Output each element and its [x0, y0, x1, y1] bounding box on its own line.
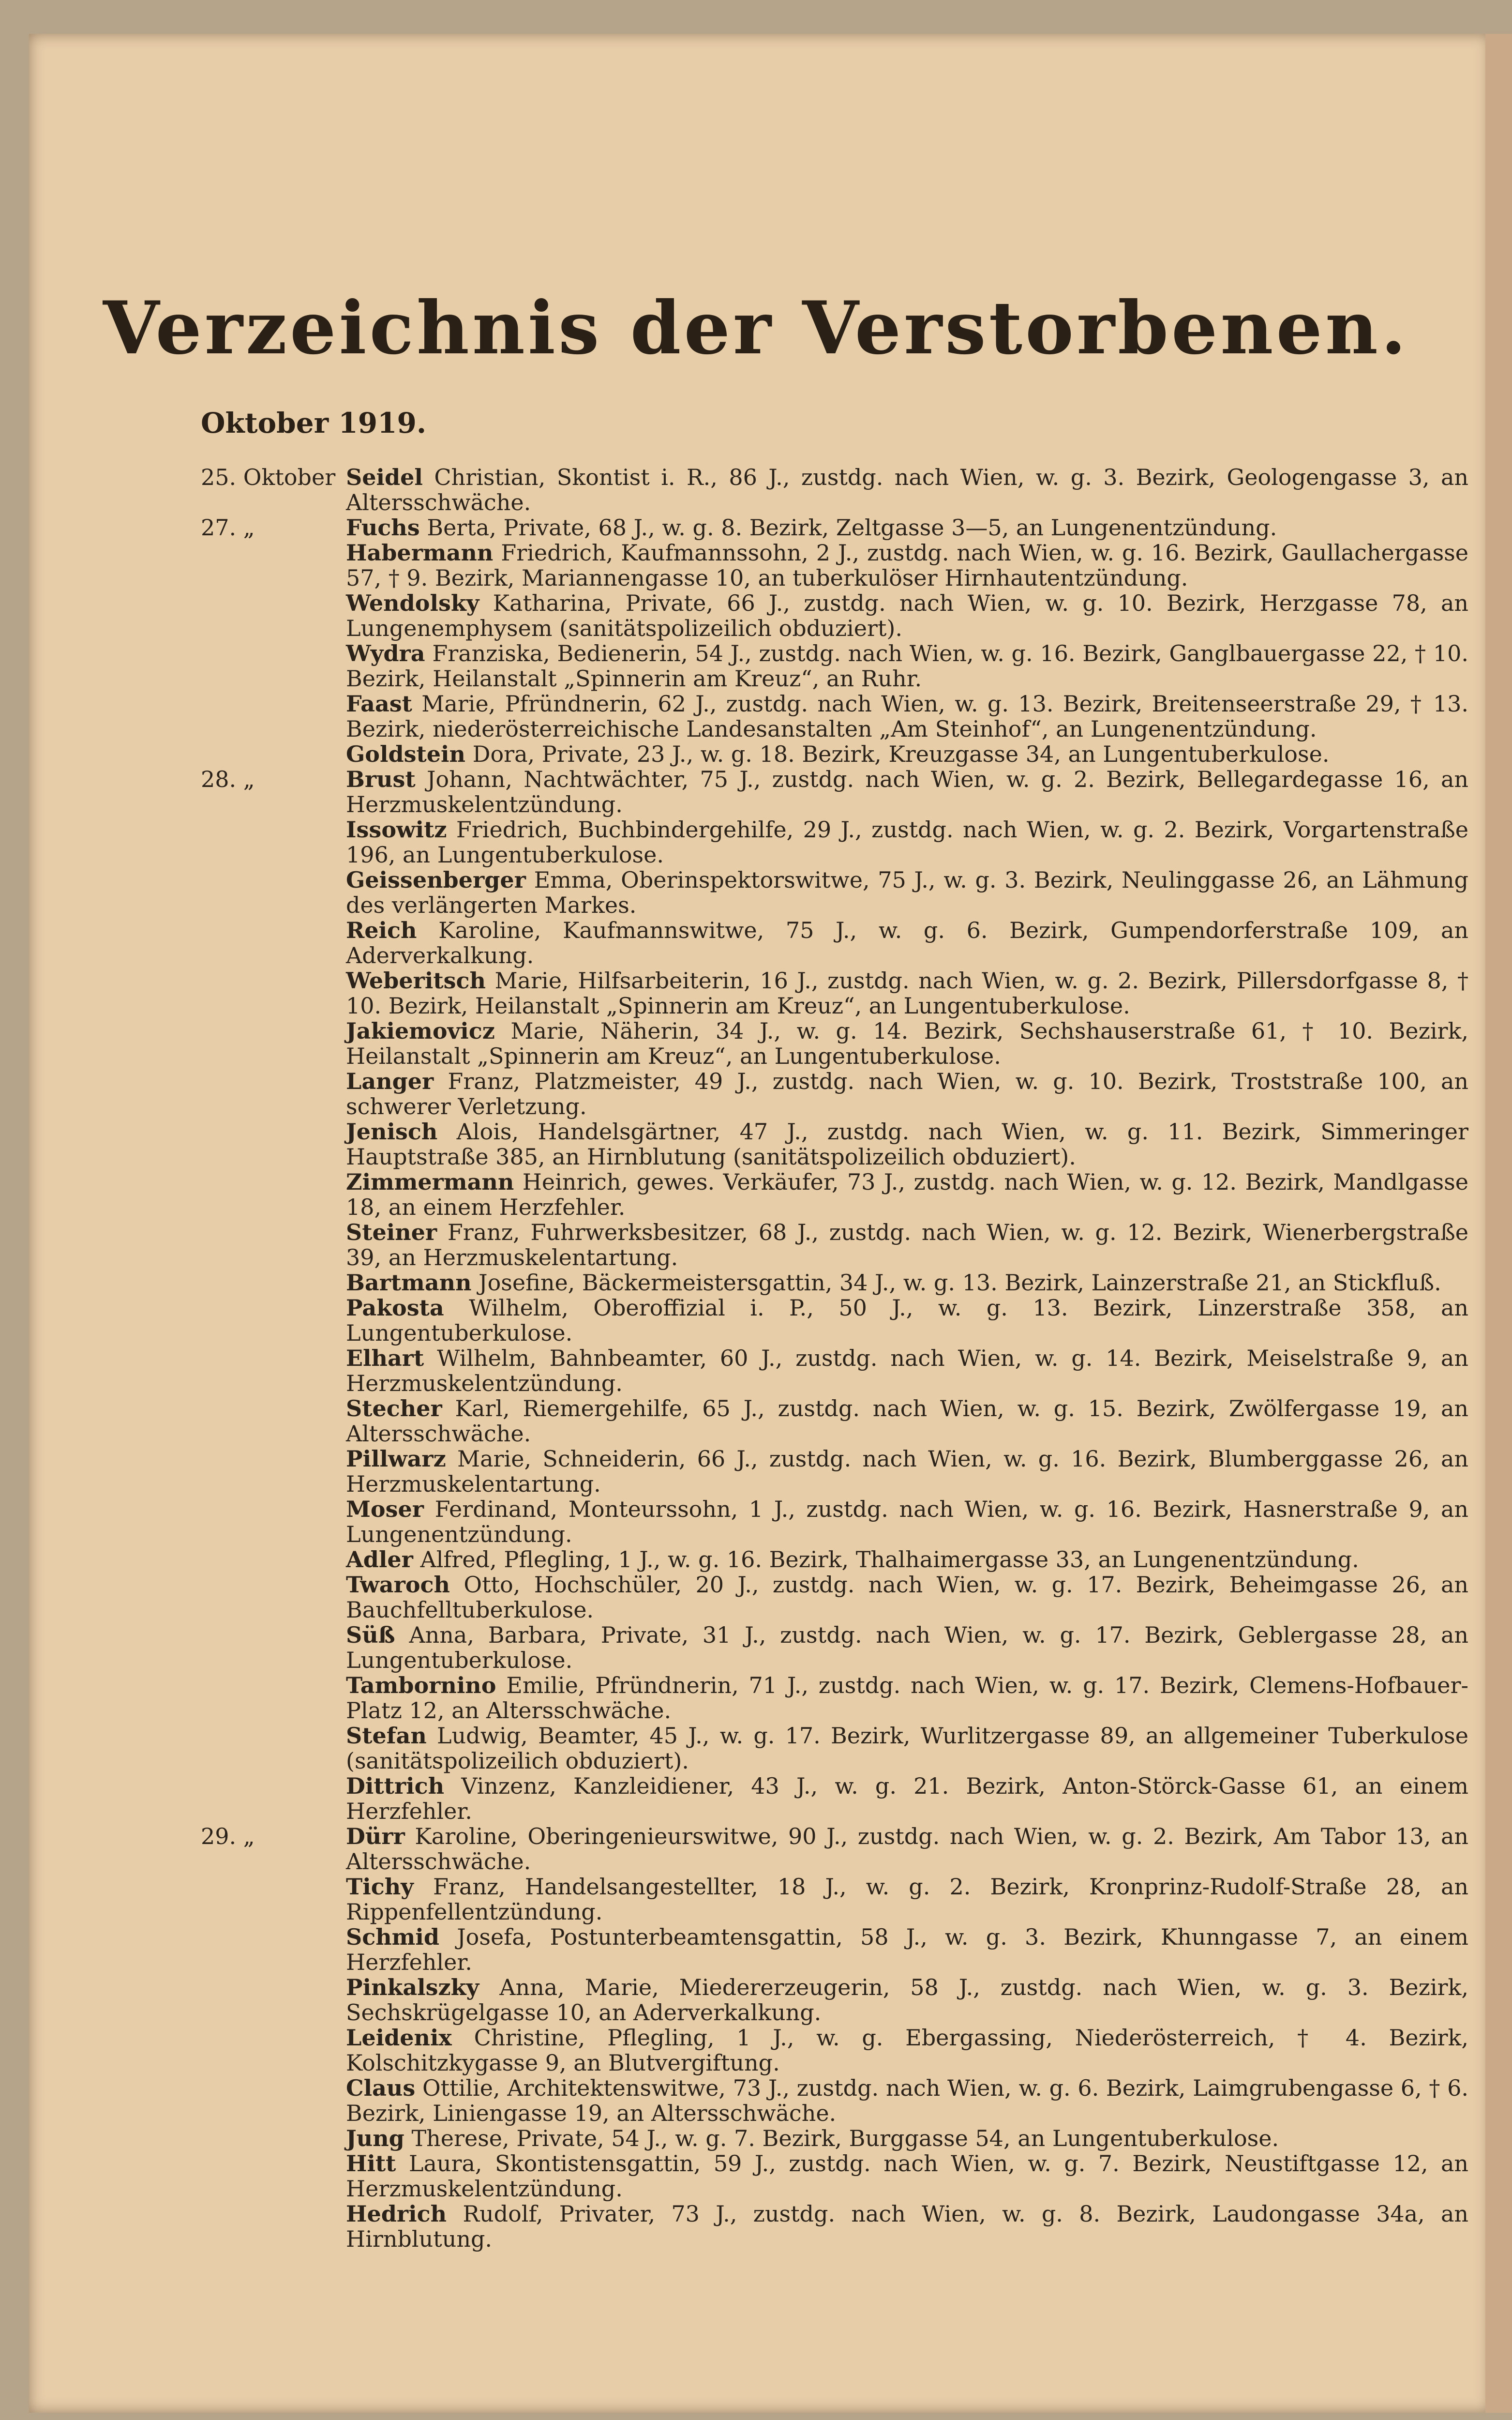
entry-details: Franz, Fuhrwerksbesitzer, 68 J., zustdg. nach Wien, w. g. 12. Bezirk, Wienerbergstraße 39, an Herzmuskelentartung. [346, 1219, 1469, 1270]
list-item [201, 741, 1468, 767]
entry-text [346, 1723, 1468, 1773]
entry-text [346, 1547, 1468, 1572]
entry-surname: Steiner [346, 1219, 437, 1245]
next-page-edge [1485, 34, 1512, 2413]
entry-surname: Hitt [346, 2150, 396, 2177]
entry-surname: Süß [346, 1622, 395, 1648]
entry-details: Friedrich, Kaufmannssohn, 2 J., zustdg. nach Wien, w. g. 16. Bezirk, Gaullachergasse 57, † 9. Bezirk, Mariannengasse 10, an tuberkulöser Hirnhautentzündung. [346, 540, 1469, 591]
entry-text [346, 2151, 1468, 2201]
list-item [201, 2151, 1468, 2201]
entry-text [346, 691, 1468, 741]
entry-details: Heinrich, gewes. Verkäufer, 73 J., zustdg. nach Wien, w. g. 12. Bezirk, Mandlgasse 18, an einem Herzfehler. [346, 1169, 1468, 1220]
entry-text [346, 1069, 1468, 1119]
entry-details: Laura, Skontistensgattin, 59 J., zustdg. nach Wien, w. g. 7. Bezirk, Neustiftgasse 12, an Herzmuskelentzündung. [346, 2150, 1469, 2202]
list-item [201, 767, 1468, 817]
entry-text [346, 1220, 1468, 1270]
entry-details: Friedrich, Buchbindergehilfe, 29 J., zustdg. nach Wien, w. g. 2. Bezirk, Vorgartenstraße 196, an Lungentuberkulose. [346, 817, 1468, 868]
entry-text [346, 1169, 1468, 1220]
entry-surname: Goldstein [346, 741, 465, 767]
entry-text [346, 2126, 1468, 2151]
entry-details: Rudolf, Privater, 73 J., zustdg. nach Wien, w. g. 8. Bezirk, Laudongasse 34a, an Hirnblutung. [346, 2201, 1468, 2252]
entry-surname: Habermann [346, 540, 494, 566]
month-heading: Oktober 1919. [201, 407, 427, 439]
list-item [201, 1446, 1468, 1497]
list-item [201, 2075, 1468, 2126]
page-title: Verzeichnis der Verstorbenen. [103, 286, 1409, 371]
entry-text [346, 1018, 1468, 1069]
entry-surname: Tichy [346, 1874, 414, 1900]
list-item [201, 1295, 1468, 1346]
entry-text [346, 2075, 1468, 2126]
entry-text [346, 1824, 1468, 1874]
entry-details: Franziska, Bedienerin, 54 J., zustdg. nach Wien, w. g. 16. Bezirk, Ganglbauergasse 22, † 10. Bezirk, Heilanstalt „Spinnerin am Kreuz“, an Ruhr. [346, 640, 1468, 692]
list-item [201, 1018, 1468, 1069]
entry-text [346, 767, 1468, 817]
entry-text [346, 641, 1468, 691]
entry-details: Marie, Hilfsarbeiterin, 16 J., zustdg. nach Wien, w. g. 2. Bezirk, Pillersdorfgasse 8, † 10. Bezirk, Heilanstalt „Spinnerin am Kreuz“, an Lungentuberkulose. [346, 968, 1469, 1019]
list-item [201, 1673, 1468, 1723]
list-item [201, 1119, 1468, 1169]
entry-details: Emma, Oberinspektorswitwe, 75 J., w. g. 3. Bezirk, Neulinggasse 26, an Lähmung des verlängerten Markes. [346, 867, 1468, 918]
entry-surname: Adler [346, 1546, 413, 1573]
entry-text [346, 1346, 1468, 1396]
entry-details: Christine, Pflegling, 1 J., w. g. Ebergassing, Niederösterreich, † 4. Bezirk, Kolschitzkygasse 9, an Blutvergiftung. [346, 2025, 1469, 2076]
entry-surname: Twaroch [346, 1572, 450, 1598]
list-item [201, 1497, 1468, 1547]
entry-date: 28. „ [201, 766, 255, 792]
entry-details: Karoline, Kaufmannswitwe, 75 J., w. g. 6. Bezirk, Gumpendorferstraße 109, an Aderverkalkung. [346, 917, 1468, 968]
entry-text [346, 465, 1468, 515]
entry-list [201, 465, 1468, 2252]
list-item [201, 1773, 1468, 1824]
entry-details: Karoline, Oberingenieurswitwe, 90 J., zustdg. nach Wien, w. g. 2. Bezirk, Am Tabor 13, an Altersschwäche. [346, 1823, 1468, 1875]
entry-details: Franz, Handelsangestellter, 18 J., w. g. 2. Bezirk, Kronprinz-Rudolf-Straße 28, an Rippenfellentzündung. [346, 1874, 1468, 1925]
entry-text [346, 515, 1468, 540]
list-item [201, 1169, 1468, 1220]
list-item [201, 1396, 1468, 1446]
entry-details: Marie, Näherin, 34 J., w. g. 14. Bezirk, Sechshauserstraße 61, † 10. Bezirk, Heilanstalt „Spinnerin am Kreuz“, an Lungentuberkulose. [346, 1018, 1469, 1069]
list-item [201, 465, 1468, 515]
entry-text [346, 1497, 1468, 1547]
list-item [201, 968, 1468, 1018]
entry-details: Josefa, Postunterbeamtensgattin, 58 J., w. g. 3. Bezirk, Khunngasse 7, an einem Herzfehler. [346, 1924, 1468, 1975]
entry-details: Karl, Riemergehilfe, 65 J., zustdg. nach Wien, w. g. 15. Bezirk, Zwölfergasse 19, an Altersschwäche. [346, 1395, 1468, 1447]
entry-details: Alfred, Pflegling, 1 J., w. g. 16. Bezirk, Thalhaimergasse 33, an Lungenentzündung. [420, 1546, 1359, 1573]
entry-details: Johann, Nachtwächter, 75 J., zustdg. nach Wien, w. g. 2. Bezirk, Bellegardegasse 16, an Herzmuskelentzündung. [346, 766, 1469, 817]
entry-text [346, 1622, 1468, 1673]
entry-text [346, 590, 1468, 641]
entry-text [346, 1270, 1468, 1295]
entry-details: Anna, Marie, Miedererzeugerin, 58 J., zustdg. nach Wien, w. g. 3. Bezirk, Sechskrügelgasse 10, an Aderverkalkung. [346, 1974, 1469, 2026]
entry-text [346, 540, 1468, 590]
list-item [201, 1547, 1468, 1572]
list-item [201, 540, 1468, 590]
entry-surname: Issowitz [346, 817, 447, 843]
entry-date: 29. „ [201, 1823, 255, 1849]
entry-details: Alois, Handelsgärtner, 47 J., zustdg. nach Wien, w. g. 11. Bezirk, Simmeringer Hauptstraße 385, an Hirnblutung (sanitätspolizeilich obduziert). [346, 1119, 1468, 1170]
entry-details: Anna, Barbara, Private, 31 J., zustdg. nach Wien, w. g. 17. Bezirk, Geblergasse 28, an Lungentuberkulose. [346, 1622, 1469, 1673]
list-item [201, 1346, 1468, 1396]
entry-text [346, 817, 1468, 867]
list-item [201, 2126, 1468, 2151]
list-item [201, 641, 1468, 691]
entry-surname: Fuchs [346, 514, 420, 541]
entry-surname: Wydra [346, 640, 425, 666]
entry-details: Otto, Hochschüler, 20 J., zustdg. nach Wien, w. g. 17. Bezirk, Beheimgasse 26, an Bauchfelltuberkulose. [346, 1572, 1469, 1623]
entry-surname: Zimmermann [346, 1169, 514, 1195]
entry-surname: Jakiemovicz [346, 1018, 495, 1044]
entry-surname: Langer [346, 1068, 434, 1094]
entry-details: Ludwig, Beamter, 45 J., w. g. 17. Bezirk, Wurlitzergasse 89, an allgemeiner Tuberkulose (sanitätspolizeilich obduziert). [346, 1723, 1469, 1774]
entry-surname: Pillwarz [346, 1446, 446, 1472]
entry-surname: Weberitsch [346, 968, 486, 994]
entry-surname: Wendolsky [346, 590, 479, 616]
list-item [201, 2201, 1468, 2252]
entry-surname: Schmid [346, 1924, 439, 1950]
entry-surname: Stefan [346, 1723, 427, 1749]
list-item [201, 2025, 1468, 2075]
list-item [201, 817, 1468, 867]
entry-text [346, 2025, 1468, 2075]
entry-details: Ottilie, Architektenswitwe, 73 J., zustdg. nach Wien, w. g. 6. Bezirk, Laimgrubengasse 6, † 6. Bezirk, Liniengasse 19, an Altersschwäche. [346, 2075, 1468, 2126]
entry-text [346, 1673, 1468, 1723]
list-item [201, 590, 1468, 641]
entry-text [346, 1119, 1468, 1169]
entry-date: 25. Oktober [201, 464, 336, 490]
entry-details: Marie, Schneiderin, 66 J., zustdg. nach Wien, w. g. 16. Bezirk, Blumberggasse 26, an Herzmuskelentartung. [346, 1446, 1468, 1497]
list-item [201, 1622, 1468, 1673]
entry-details: Vinzenz, Kanzleidiener, 43 J., w. g. 21. Bezirk, Anton-Störck-Gasse 61, an einem Herzfehler. [346, 1773, 1468, 1824]
list-item [201, 1975, 1468, 2025]
list-item [201, 1220, 1468, 1270]
entry-details: Wilhelm, Bahnbeamter, 60 J., zustdg. nach Wien, w. g. 14. Bezirk, Meiselstraße 9, an Herzmuskelentzündung. [346, 1345, 1468, 1396]
entry-surname: Seidel [346, 464, 423, 490]
entry-details: Therese, Private, 54 J., w. g. 7. Bezirk, Burggasse 54, an Lungentuberkulose. [411, 2125, 1279, 2151]
entry-date: 27. „ [201, 514, 255, 541]
entry-surname: Claus [346, 2075, 416, 2101]
entry-details: Dora, Private, 23 J., w. g. 18. Bezirk, Kreuzgasse 34, an Lungentuberkulose. [472, 741, 1330, 767]
entry-details: Christian, Skontist i. R., 86 J., zustdg. nach Wien, w. g. 3. Bezirk, Geologengasse 3, an Altersschwäche. [346, 464, 1469, 515]
entry-details: Josefine, Bäckermeistersgattin, 34 J., w. g. 13. Bezirk, Lainzerstraße 21, an Stickfluß. [479, 1270, 1441, 1296]
entry-surname: Brust [346, 766, 416, 792]
entry-surname: Pinkalszky [346, 1974, 479, 2000]
entry-text [346, 1924, 1468, 1975]
list-item [201, 1723, 1468, 1773]
entry-surname: Hedrich [346, 2201, 447, 2227]
entry-text [346, 2201, 1468, 2252]
entry-surname: Stecher [346, 1395, 442, 1422]
entry-surname: Dittrich [346, 1773, 445, 1799]
entry-details: Berta, Private, 68 J., w. g. 8. Bezirk, Zeltgasse 3—5, an Lungenentzündung. [427, 514, 1277, 541]
list-item [201, 1824, 1468, 1874]
entry-text [346, 918, 1468, 968]
entry-surname: Bartmann [346, 1270, 472, 1296]
entry-details: Katharina, Private, 66 J., zustdg. nach Wien, w. g. 10. Bezirk, Herzgasse 78, an Lungenemphysem (sanitätspolizeilich obduziert). [346, 590, 1469, 641]
list-item [201, 918, 1468, 968]
list-item [201, 1924, 1468, 1975]
list-item [201, 1270, 1468, 1295]
entry-surname: Jenisch [346, 1119, 438, 1145]
entry-details: Ferdinand, Monteurssohn, 1 J., zustdg. nach Wien, w. g. 16. Bezirk, Hasnerstraße 9, an Lungenentzündung. [346, 1496, 1469, 1547]
entry-surname: Jung [346, 2125, 404, 2151]
entry-surname: Pakosta [346, 1295, 444, 1321]
entry-details: Marie, Pfründnerin, 62 J., zustdg. nach Wien, w. g. 13. Bezirk, Breitenseerstraße 29, † 13. Bezirk, niederösterreichische Landesanstalten „Am Steinhof“, an Lungenentzündung. [346, 691, 1468, 742]
entry-details: Emilie, Pfründnerin, 71 J., zustdg. nach Wien, w. g. 17. Bezirk, Clemens-Hofbauer-Platz 12, an Altersschwäche. [346, 1672, 1469, 1724]
entry-surname: Faast [346, 691, 412, 717]
entry-details: Wilhelm, Oberoffizial i. P., 50 J., w. g. 13. Bezirk, Linzerstraße 358, an Lungentuberkulose. [346, 1295, 1468, 1346]
list-item [201, 515, 1468, 540]
list-item [201, 1572, 1468, 1622]
entry-details: Franz, Platzmeister, 49 J., zustdg. nach Wien, w. g. 10. Bezirk, Troststraße 100, an schwerer Verletzung. [346, 1068, 1469, 1119]
entry-surname: Tambornino [346, 1672, 496, 1698]
entry-text [346, 1975, 1468, 2025]
entry-surname: Elhart [346, 1345, 424, 1371]
list-item [201, 867, 1468, 918]
entry-text [346, 968, 1468, 1018]
entry-text [346, 1572, 1468, 1622]
entry-text [346, 1295, 1468, 1346]
entry-surname: Leidenix [346, 2025, 452, 2051]
entry-text [346, 741, 1468, 767]
entry-surname: Moser [346, 1496, 424, 1522]
entry-surname: Reich [346, 917, 417, 943]
entry-text [346, 1396, 1468, 1446]
list-item [201, 691, 1468, 741]
list-item [201, 1874, 1468, 1924]
entry-surname: Dürr [346, 1823, 405, 1849]
entry-text [346, 1874, 1468, 1924]
entry-text [346, 1773, 1468, 1824]
entry-surname: Geissenberger [346, 867, 526, 893]
entry-text [346, 1446, 1468, 1497]
list-item [201, 1069, 1468, 1119]
entry-text [346, 867, 1468, 918]
